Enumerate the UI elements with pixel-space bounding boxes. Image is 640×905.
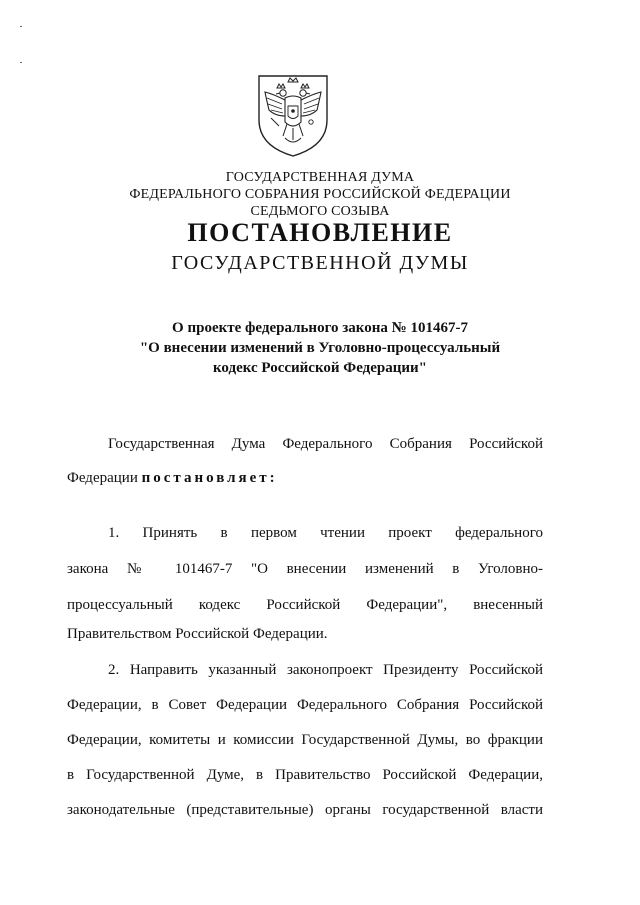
paragraph-2-line: Федерации, в Совет Федерации Федерального Собрания Российской <box>67 697 543 713</box>
scan-speck <box>20 26 22 27</box>
preamble-subject: Федерации <box>67 470 138 486</box>
document-title-line: кодекс Российской Федерации" <box>212 360 427 376</box>
paragraph-1-line: Правительством Российской Федерации. <box>67 626 328 642</box>
paragraph-1-line: 1. Принять в первом чтении проект федерального <box>108 525 543 541</box>
preamble-line <box>67 467 278 489</box>
header-assembly: ФЕДЕРАЛЬНОГО СОБРАНИЯ РОССИЙСКОЙ ФЕДЕРАЦИИ <box>129 187 511 202</box>
coat-of-arms-emblem <box>255 72 331 158</box>
paragraph-2-line: Федерации, комитеты и комиссии Государственной Думы, во фракции <box>67 732 543 748</box>
paragraph-1-line: закона № 101467-7 "О внесении изменений в Уголовно- <box>67 561 543 577</box>
paragraph-1-line: процессуальный кодекс Российской Федерации", внесенный <box>67 597 543 613</box>
header-institution: ГОСУДАРСТВЕННАЯ ДУМА <box>225 170 415 185</box>
paragraph-2-line: в Государственной Думе, в Правительство Российской Федерации, <box>67 767 543 783</box>
paragraph-2-line: 2. Направить указанный законопроект Президенту Российской <box>108 662 543 678</box>
document-title-line: "О внесении изменений в Уголовно-процессуальный <box>139 340 501 356</box>
paragraph-2-line: законодательные (представительные) органы государственной власти <box>67 802 543 818</box>
header-convocation: СЕДЬМОГО СОЗЫВА <box>250 204 390 219</box>
preamble-line: Государственная Дума Федерального Собрания Российской <box>108 436 543 452</box>
document-issuer-heading: ГОСУДАРСТВЕННОЙ ДУМЫ <box>171 252 469 274</box>
preamble-verb: постановляет: <box>141 470 278 486</box>
scan-speck <box>20 62 22 63</box>
document-title-line: О проекте федерального закона № 101467-7 <box>172 320 468 336</box>
document-type-heading: ПОСТАНОВЛЕНИЕ <box>187 218 453 247</box>
